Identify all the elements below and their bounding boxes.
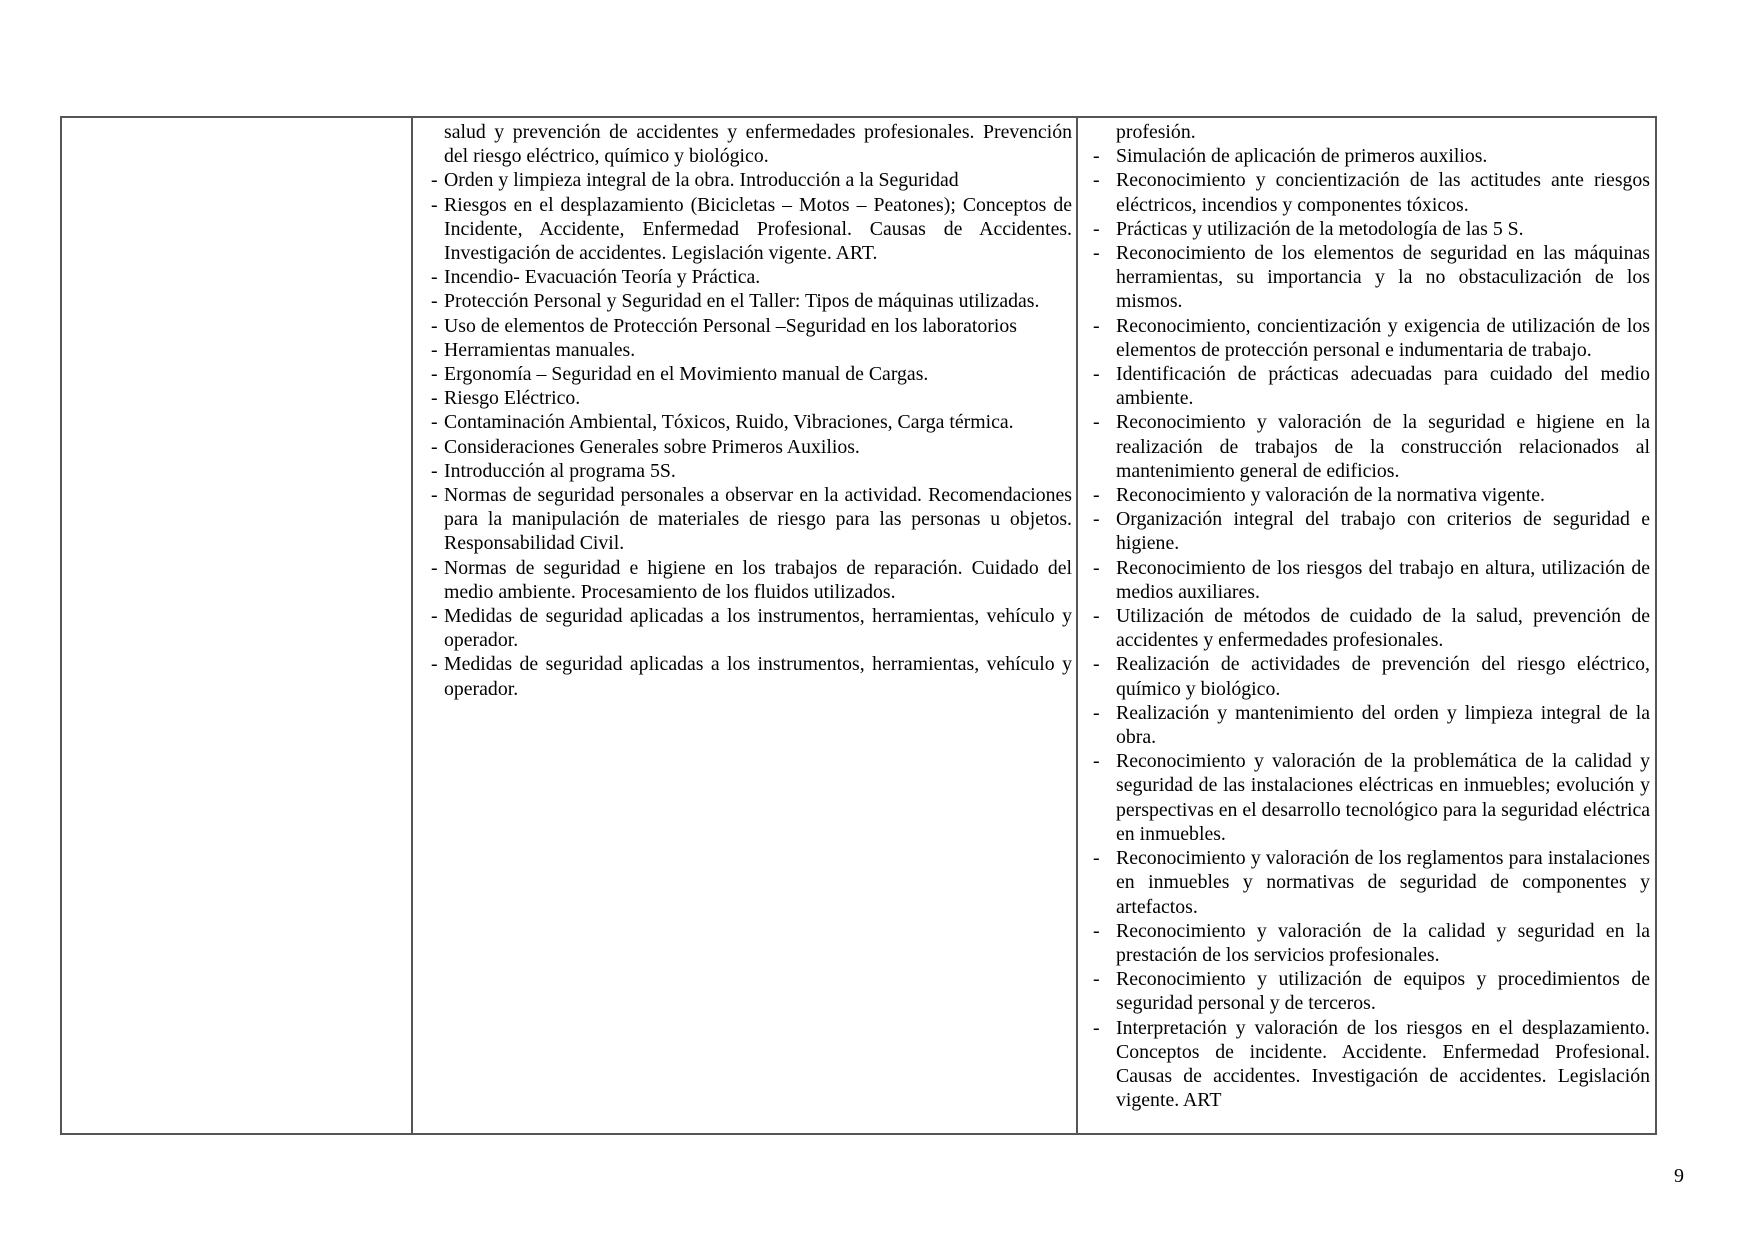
list-item: - Identificación de prácticas adecuadas para cuidado del medio ambiente. [1093,362,1650,410]
list-item: - Consideraciones Generales sobre Primeros Auxilios. [431,435,1072,459]
list-item: - Medidas de seguridad aplicadas a los instrumentos, herramientas, vehículo y operador. [431,604,1072,652]
list-item: - Normas de seguridad personales a observar en la actividad. Recomendaciones para la manipulación de materiales de riesgo para las personas u objetos. Responsabilidad Civil. [431,483,1072,556]
list-item: - Ergonomía – Seguridad en el Movimiento manual de Cargas. [431,362,1072,386]
page-number: 9 [1674,1165,1684,1187]
list-item: - Orden y limpieza integral de la obra. Introducción a la Seguridad [431,168,1072,192]
list-item: - Prácticas y utilización de la metodología de las 5 S. [1093,217,1650,241]
list-item-continuation: profesión. [1116,121,1196,143]
list-item: - Protección Personal y Seguridad en el Taller: Tipos de máquinas utilizadas. [431,289,1072,313]
contents-column-cell [413,118,1078,1133]
list-item: - Uso de elementos de Protección Personal –Seguridad en los laboratorios [431,314,1072,338]
list-item: - Riesgos en el desplazamiento (Bicicletas – Motos – Peatones); Conceptos de Incidente, Accidente, Enfermedad Profesional. Causas de Accidentes. Investigación de accidentes. Legislación vigente. ART. [431,193,1072,266]
list-item: - Reconocimiento y valoración de la seguridad e higiene en la realización de trabajos de la construcción relacionados al mantenimiento general de edificios. [1093,410,1650,483]
list-item: - Riesgo Eléctrico. [431,386,1072,410]
list-item-continuation: salud y prevención de accidentes y enfermedades profesionales. Prevención del riesgo eléctrico, químico y biológico. [444,121,1072,168]
list-item: - Reconocimiento de los riesgos del trabajo en altura, utilización de medios auxiliares. [1093,556,1650,604]
list-item: - Herramientas manuales. [431,338,1072,362]
list-item: - Utilización de métodos de cuidado de la salud, prevención de accidentes y enfermedades profesionales. [1093,604,1650,652]
list-item: - Normas de seguridad e higiene en los trabajos de reparación. Cuidado del medio ambiente. Procesamiento de los fluidos utilizados. [431,556,1072,604]
list-item: - Introducción al programa 5S. [431,459,1072,483]
list-item: - Interpretación y valoración de los riesgos en el desplazamiento. Conceptos de incidente. Accidente. Enfermedad Profesional. Causas de accidentes. Investigación de accidentes. Legislación vigente. ART [1093,1016,1650,1113]
list-item: - Realización de actividades de prevención del riesgo eléctrico, químico y biológico. [1093,652,1650,700]
list-item: - Incendio- Evacuación Teoría y Práctica. [431,265,1072,289]
list-item: - Reconocimiento y valoración de los reglamentos para instalaciones en inmuebles y normativas de seguridad de componentes y artefactos. [1093,846,1650,919]
list-item: - Medidas de seguridad aplicadas a los instrumentos, herramientas, vehículo y operador. [431,652,1072,700]
list-item: - Simulación de aplicación de primeros auxilios. [1093,144,1650,168]
list-item: - Organización integral del trabajo con criterios de seguridad e higiene. [1093,507,1650,555]
list-item: - Contaminación Ambiental, Tóxicos, Ruido, Vibraciones, Carga térmica. [431,410,1072,434]
list-item: - Realización y mantenimiento del orden y limpieza integral de la obra. [1093,701,1650,749]
list-item: - Reconocimiento y valoración de la normativa vigente. [1093,483,1650,507]
contents-list [431,168,1072,700]
practices-column-cell [1078,118,1655,1133]
list-item: - Reconocimiento y valoración de la calidad y seguridad en la prestación de los servicios profesionales. [1093,919,1650,967]
list-item: - Reconocimiento y concientización de las actitudes ante riesgos eléctricos, incendios y componentes tóxicos. [1093,168,1650,216]
list-item: - Reconocimiento y valoración de la problemática de la calidad y seguridad de las instalaciones eléctricas en inmuebles; evolución y perspectivas en el desarrollo tecnológico para la seguridad eléctrica en inmuebles. [1093,749,1650,846]
content-table [60,116,1657,1135]
practices-list [1093,144,1650,1112]
list-item: - Reconocimiento de los elementos de seguridad en las máquinas herramientas, su importancia y la no obstaculización de los mismos. [1093,241,1650,314]
list-item: - Reconocimiento, concientización y exigencia de utilización de los elementos de protección personal e indumentaria de trabajo. [1093,314,1650,362]
list-item: - Reconocimiento y utilización de equipos y procedimientos de seguridad personal y de terceros. [1093,967,1650,1015]
empty-left-cell [62,118,413,1133]
